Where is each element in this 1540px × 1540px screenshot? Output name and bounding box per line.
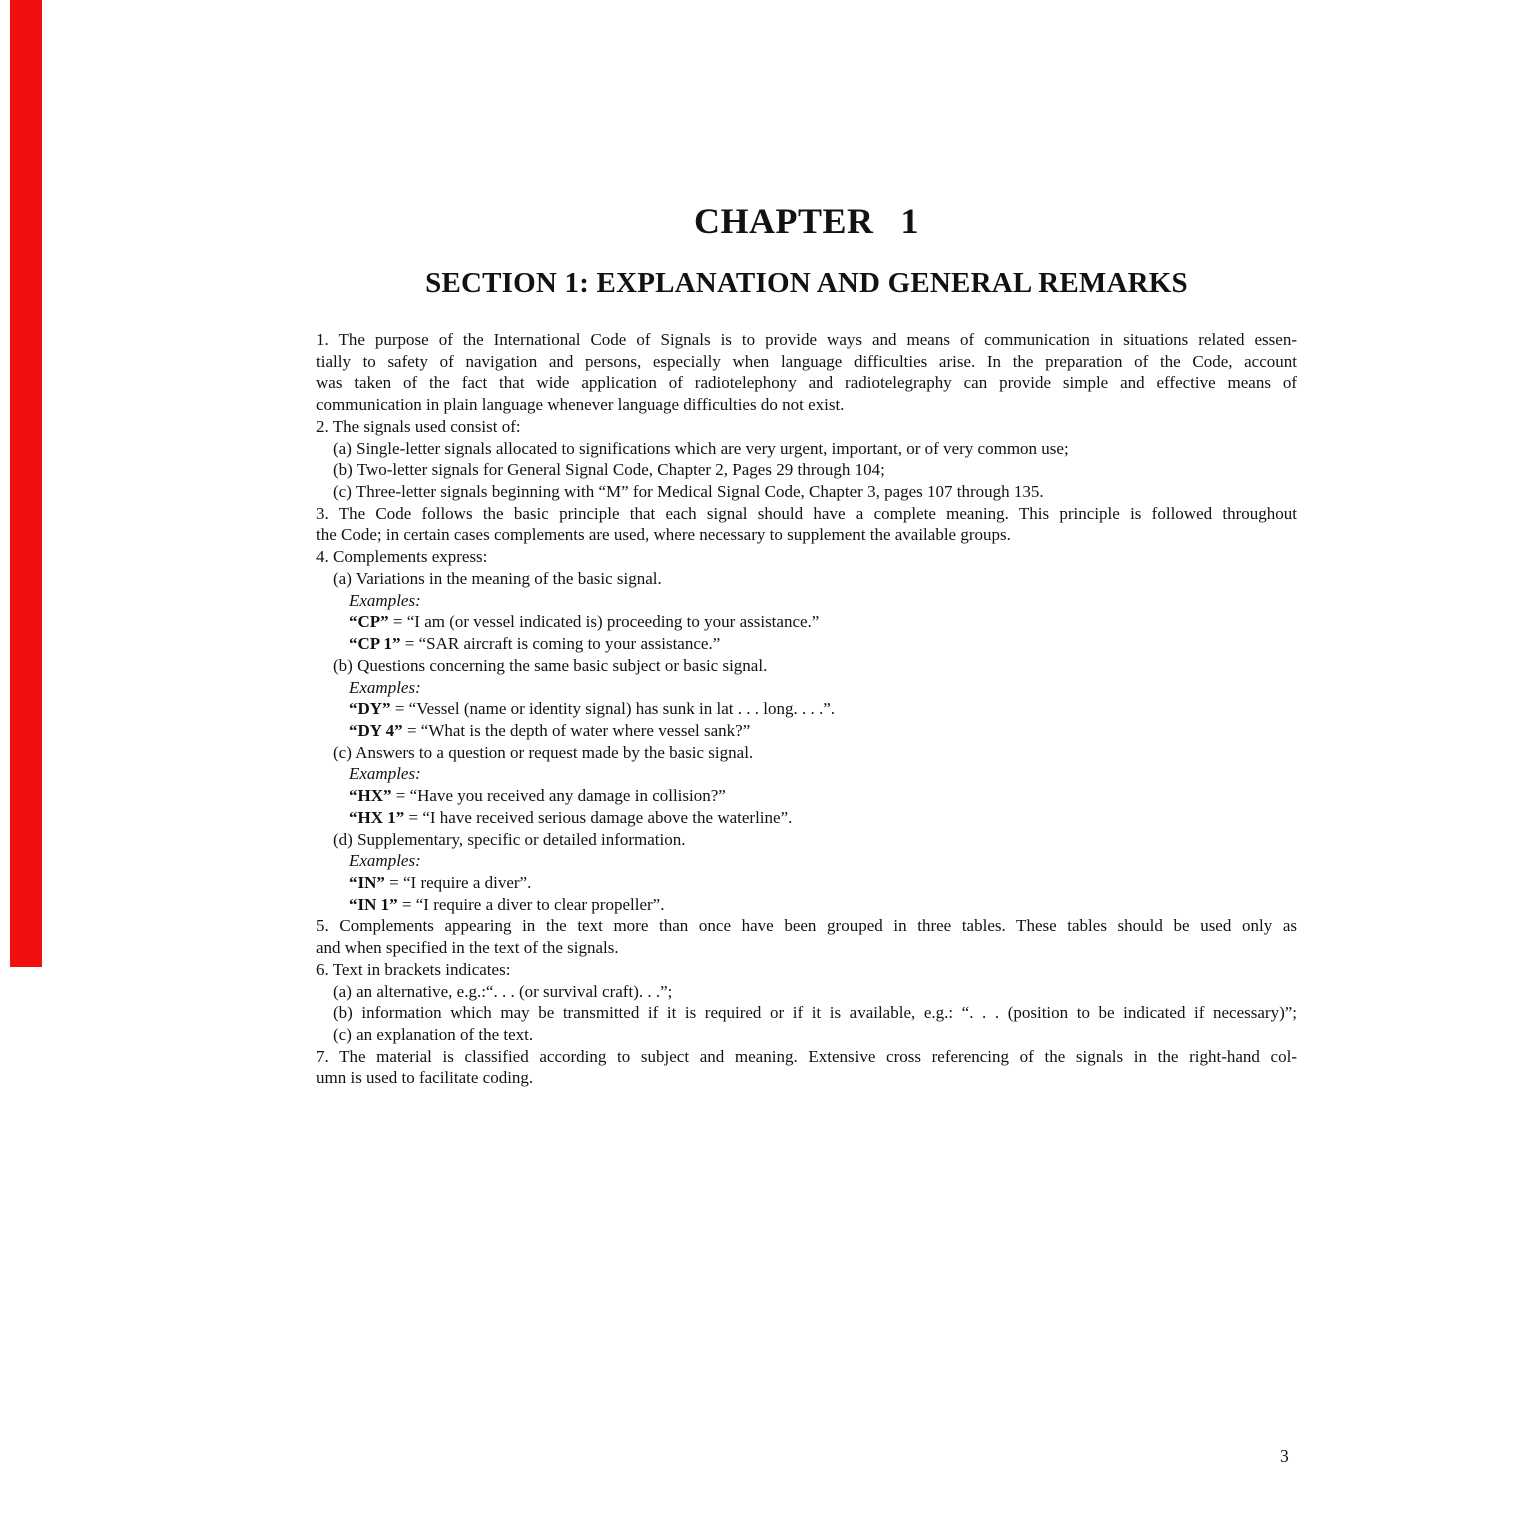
text-segment: tially to safety of navigation and persons, especially when language difficulties arise. In the preparation of the Code, account [316,351,1297,371]
text-line [316,720,1297,742]
signal-code-bold: “IN 1” [349,894,398,914]
text-line [316,394,1297,416]
text-segment: 6. Text in brackets indicates: [316,959,511,979]
page-number: 3 [1280,1446,1289,1466]
text-segment: 5. Complements appearing in the text more than once have been grouped in three tables. These tables should be used only as [316,916,1297,936]
signal-code-bold: “DY” [349,699,391,719]
text-segment: (a) Single-letter signals allocated to significations which are very urgent, important, or of very common use; [333,438,1069,458]
text-line [316,872,1297,894]
text-segment: = “Vessel (name or identity signal) has sunk in lat . . . long. . . .”. [390,699,835,719]
text-segment: (d) Supplementary, specific or detailed information. [333,829,686,849]
text-segment: 2. The signals used consist of: [316,416,521,436]
text-segment: 3. The Code follows the basic principle that each signal should have a complete meaning. This principle is followed throughout [316,503,1297,523]
text-segment: the Code; in certain cases complements are used, where necessary to supplement the available groups. [316,525,1011,545]
text-line [316,829,1297,851]
text-segment: (b) Two-letter signals for General Signal Code, Chapter 2, Pages 29 through 104; [333,460,885,480]
text-line [316,937,1297,959]
text-segment: = “I require a diver to clear propeller”. [397,894,665,914]
text-line [316,959,1297,981]
text-segment: Examples: [349,851,421,871]
text-segment: 4. Complements express: [316,547,488,567]
text-line [316,763,1297,785]
text-line [316,503,1297,525]
text-line [316,568,1297,590]
text-segment: was taken of the fact that wide application of radiotelephony and radiotelegraphy can provide simple and effective means of [316,373,1297,393]
text-segment: 1. The purpose of the International Code of Signals is to provide ways and means of communication in situations related essen- [316,330,1297,349]
text-line [316,416,1297,438]
text-line [316,546,1297,568]
text-line [316,633,1297,655]
text-segment: 7. The material is classified according to subject and meaning. Extensive cross referencing of the signals in the right-hand col- [316,1046,1297,1066]
text-segment: = “What is the depth of water where vessel sank?” [402,720,751,740]
text-line [316,329,1297,351]
text-segment: Examples: [349,590,421,610]
text-segment: (c) an explanation of the text. [333,1025,534,1044]
section-title: SECTION 1: EXPLANATION AND GENERAL REMARKS [425,267,1188,299]
signal-code-bold: “HX” [349,786,392,806]
text-line [316,372,1297,394]
text-line [316,611,1297,633]
text-segment: = “I am (or vessel indicated is) proceeding to your assistance.” [388,612,820,632]
text-segment: (a) Variations in the meaning of the basic signal. [333,568,662,588]
signal-code-bold: “CP” [349,612,389,632]
text-segment: = “I require a diver”. [384,872,532,892]
signal-code-bold: “IN” [349,872,385,892]
text-line [316,1002,1297,1024]
text-segment: = “I have received serious damage above the waterline”. [404,807,793,827]
chapter-title: CHAPTER 1 [693,201,919,241]
text-line [316,459,1297,481]
signal-code-bold: “DY 4” [349,720,403,740]
text-line [316,655,1297,677]
text-line [316,850,1297,872]
text-segment: umn is used to facilitate coding. [316,1068,534,1088]
text-segment: = “SAR aircraft is coming to your assistance.” [400,634,721,654]
text-line [316,1024,1297,1046]
text-line [316,438,1297,460]
text-line [316,807,1297,829]
text-line [316,1046,1297,1068]
text-line [316,742,1297,764]
text-line [316,785,1297,807]
text-line [316,915,1297,937]
text-segment: (b) Questions concerning the same basic subject or basic signal. [333,655,768,675]
text-line [316,981,1297,1003]
text-line [316,351,1297,373]
body-text [316,329,1297,1089]
text-segment: communication in plain language whenever language difficulties do not exist. [316,395,845,415]
text-line [316,677,1297,699]
text-segment: (a) an alternative, e.g.:“. . . (or survival craft). . .”; [333,981,673,1001]
text-segment: Examples: [349,764,421,784]
text-segment: = “Have you received any damage in collision?” [391,786,726,806]
text-line [316,524,1297,546]
red-page-edge-bar [10,0,42,967]
signal-code-bold: “CP 1” [349,634,401,654]
text-segment: and when specified in the text of the signals. [316,938,619,958]
text-line [316,894,1297,916]
text-segment: (c) Three-letter signals beginning with “M” for Medical Signal Code, Chapter 3, pages 107 through 135. [333,482,1044,502]
text-line [316,590,1297,612]
text-segment: (b) information which may be transmitted if it is required or if it is available, e.g.: “. . . (position to be indicated if necessary)”; [333,1003,1297,1023]
text-segment: Examples: [349,677,421,697]
text-segment: (c) Answers to a question or request made by the basic signal. [333,742,754,762]
text-line [316,698,1297,720]
signal-code-bold: “HX 1” [349,807,405,827]
text-line [316,481,1297,503]
text-line [316,1067,1297,1089]
